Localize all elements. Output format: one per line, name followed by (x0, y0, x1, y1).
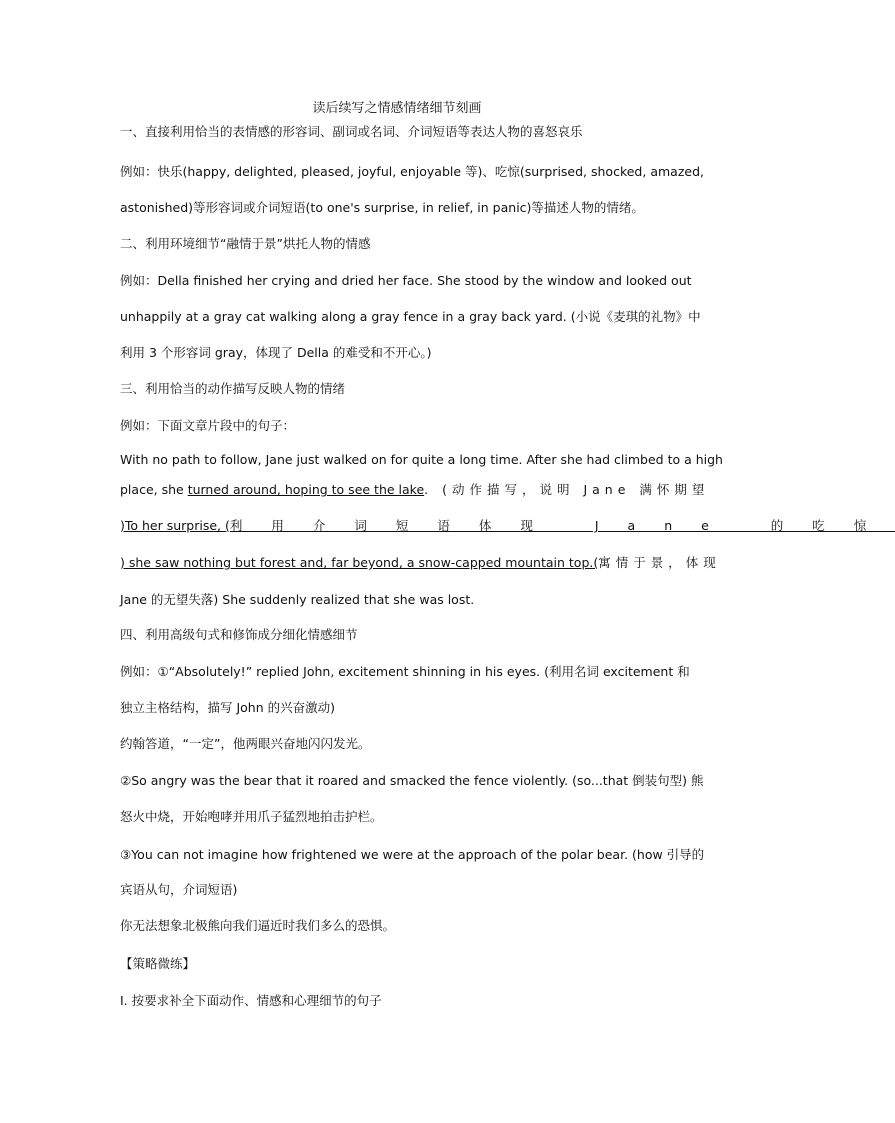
passage-line-3 (120, 518, 895, 534)
underlined-scene-phrase: ) she saw nothing but forest and, far beyond, a snow-capped mountain top.( (120, 555, 599, 570)
underlined-phrase: )To her surprise, ( (120, 518, 230, 533)
section-1-example-line-2: astonished)等形容词或介词短语(to one's surprise, in relief, in panic)等描述人物的情绪。 (120, 200, 644, 215)
example-1-line-1: 例如：①“Absolutely!” replied John, excitement shinning in his eyes. (利用名词 excitement 和 (120, 664, 690, 679)
passage-line-1: With no path to follow, Jane just walked on for quite a long time. After she had climbed to a high (120, 452, 723, 467)
practice-heading: 【策略微练】 (120, 956, 196, 971)
section-2-heading: 二、利用环境细节“融情于景”烘托人物的情感 (120, 236, 371, 251)
annotation-text: 利用介词短语体现 Jane 的吃惊 (229, 518, 895, 533)
example-2-line-1: ②So angry was the bear that it roared and smacked the fence violently. (so...that 倒装句型) 熊 (120, 773, 704, 788)
passage-line-5: Jane 的无望失落) She suddenly realized that she was lost. (120, 592, 475, 607)
passage-line-4 (120, 555, 721, 571)
passage-line-2 (120, 482, 710, 498)
annotation-text: . (动作描写，说明 Jane 满怀期望 (424, 482, 710, 497)
section-4-heading: 四、利用高级句式和修饰成分细化情感细节 (120, 627, 358, 642)
passage-text: place, she (120, 482, 188, 497)
section-2-example-line-1: 例如：Della finished her crying and dried her face. She stood by the window and looked out (120, 273, 692, 288)
section-3-heading: 三、利用恰当的动作描写反映人物的情绪 (120, 381, 346, 396)
example-3-line-1: ③You can not imagine how frightened we were at the approach of the polar bear. (how 引导的 (120, 847, 705, 862)
underlined-action-phrase: turned around, hoping to see the lake (187, 482, 425, 497)
section-3-intro: 例如：下面文章片段中的句子： (120, 418, 296, 433)
section-2-example-line-2: unhappily at a gray cat walking along a gray fence in a gray back yard. (小说《麦琪的礼物》中 (120, 309, 701, 324)
document-title: 读后续写之情感情绪细节刻画 (312, 101, 482, 116)
section-1-example-line-1: 例如：快乐(happy, delighted, pleased, joyful, enjoyable 等)、吃惊(surprised, shocked, amazed, (120, 164, 704, 179)
example-2-line-2: 怒火中烧，开始咆哮并用爪子猛烈地拍击护栏。 (120, 809, 383, 824)
example-1-translation: 约翰答道，“一定”，他两眼兴奋地闪闪发光。 (120, 736, 371, 751)
section-2-example-line-3: 利用 3 个形容词 gray，体现了 Della 的难受和不开心。) (120, 345, 432, 360)
practice-item-1: Ⅰ. 按要求补全下面动作、情感和心理细节的句子 (120, 993, 382, 1008)
example-3-translation: 你无法想象北极熊向我们逼近时我们多么的恐惧。 (120, 918, 396, 933)
section-1-heading: 一、直接利用恰当的表情感的形容词、副词或名词、介词短语等表达人物的喜怒哀乐 (120, 124, 583, 139)
example-1-line-2: 独立主格结构，描写 John 的兴奋激动) (120, 700, 336, 715)
example-3-line-2: 宾语从句，介词短语) (120, 882, 238, 897)
annotation-text: 寓情于景，体现 (598, 555, 721, 570)
